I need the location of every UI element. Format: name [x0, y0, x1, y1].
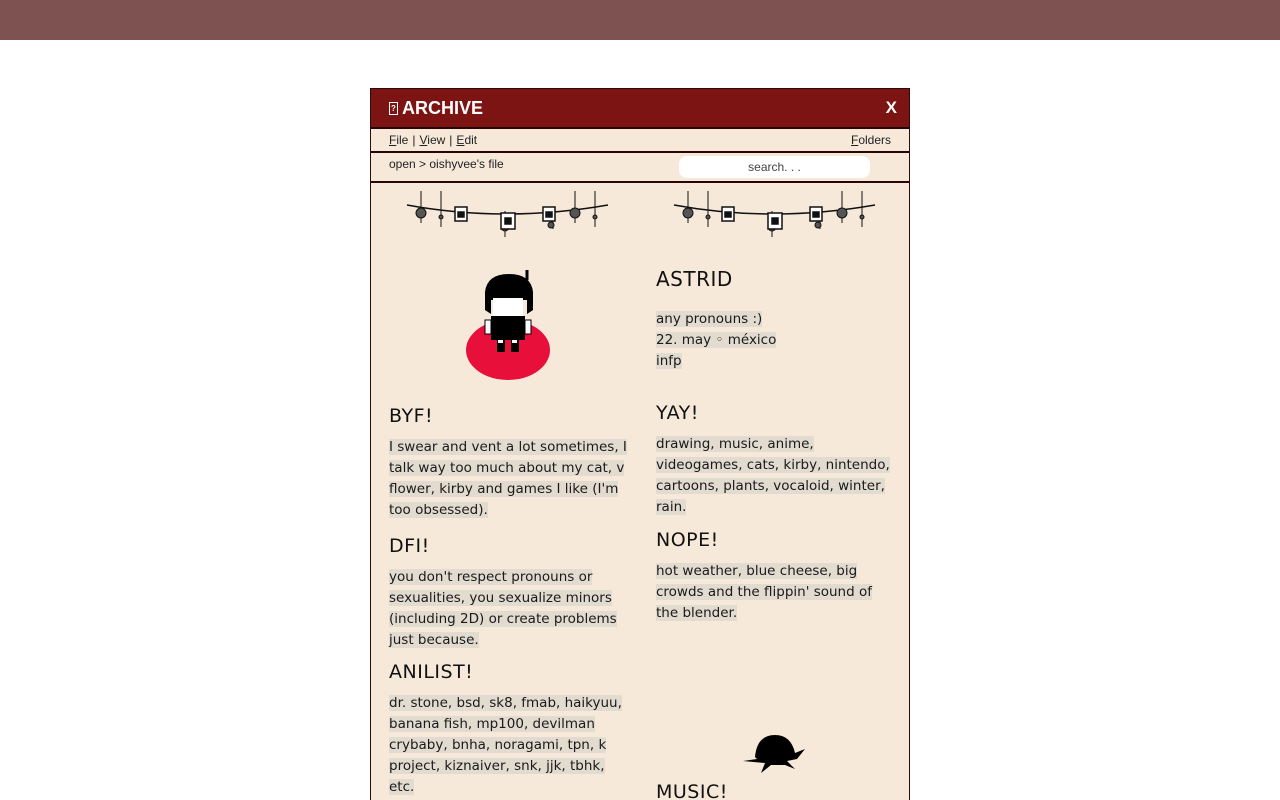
- menu-edit-accel: E: [456, 133, 465, 147]
- menu-bar: [371, 129, 909, 153]
- menu-file-label: ile: [396, 133, 409, 147]
- mbti-text: infp: [656, 353, 682, 369]
- title-bar[interactable]: [371, 89, 909, 129]
- profile-name: ASTRID: [656, 267, 733, 291]
- archive-window: [370, 88, 910, 800]
- profile-info: [656, 267, 896, 372]
- breadcrumb: open > oishyvee's file: [389, 157, 504, 171]
- menu-separator: |: [449, 133, 453, 147]
- section-nope: [656, 529, 896, 624]
- photo-garland-icon: [672, 187, 877, 243]
- window-title-text: ARCHIVE: [402, 97, 484, 118]
- folder-icon: ?: [389, 102, 398, 115]
- section-heading: MUSIC!: [656, 781, 728, 800]
- menu-file[interactable]: [389, 133, 408, 147]
- menu-group: [389, 133, 477, 147]
- menu-edit-label: dit: [464, 133, 478, 147]
- menu-file-accel: F: [389, 133, 397, 147]
- menu-folders[interactable]: [851, 133, 891, 147]
- section-text: drawing, music, anime, videogames, cats, kirby, nintendo, cartoons, plants, vocaloid, winter, rain.: [656, 436, 890, 515]
- menu-folders-accel: F: [850, 133, 859, 147]
- birthday-location-text: 22. may ◦ méxico: [656, 332, 777, 348]
- section-text: I swear and vent a lot sometimes, I talk way too much about my cat, v flower, kirby and games I like (I'm too obsessed).: [389, 439, 627, 518]
- menu-view-accel: V: [419, 133, 428, 147]
- menu-edit[interactable]: [456, 133, 477, 147]
- profile-content: [371, 183, 909, 800]
- section-text: you don't respect pronouns or sexualities, you sexualize minors (including 2D) or create problems just because.: [389, 569, 617, 648]
- section-byf: [389, 405, 629, 521]
- section-heading: YAY!: [656, 402, 699, 424]
- top-banner: [0, 0, 1280, 40]
- turtle-icon: [741, 731, 807, 775]
- section-dfi: [389, 535, 629, 651]
- section-yay: [656, 402, 896, 518]
- menu-view-label: iew: [427, 133, 446, 147]
- photo-garland-icon: [405, 187, 610, 243]
- section-heading: DFI!: [389, 535, 430, 557]
- section-text: hot weather, blue cheese, big crowds and the flippin' sound of the blender.: [656, 563, 872, 621]
- menu-separator: |: [412, 133, 416, 147]
- section-text: dr. stone, bsd, sk8, fmab, haikyuu, banana fish, mp100, devilman crybaby, bnha, noragami, tpn, k project, kiznaiver, snk, jjk, tbhk, etc.: [389, 695, 622, 795]
- menu-view[interactable]: [419, 133, 445, 147]
- section-music: [656, 781, 896, 800]
- section-heading: NOPE!: [656, 529, 719, 551]
- path-bar: [371, 153, 909, 183]
- section-anilist: [389, 661, 629, 798]
- section-heading: ANILIST!: [389, 661, 474, 683]
- avatar-sprite: [465, 270, 551, 380]
- window-title: [389, 98, 483, 119]
- menu-folders-label: olders: [858, 133, 891, 147]
- close-button[interactable]: X: [885, 98, 897, 117]
- section-heading: BYF!: [389, 405, 434, 427]
- search-input[interactable]: [679, 156, 870, 178]
- pronouns-text: any pronouns :): [656, 311, 763, 327]
